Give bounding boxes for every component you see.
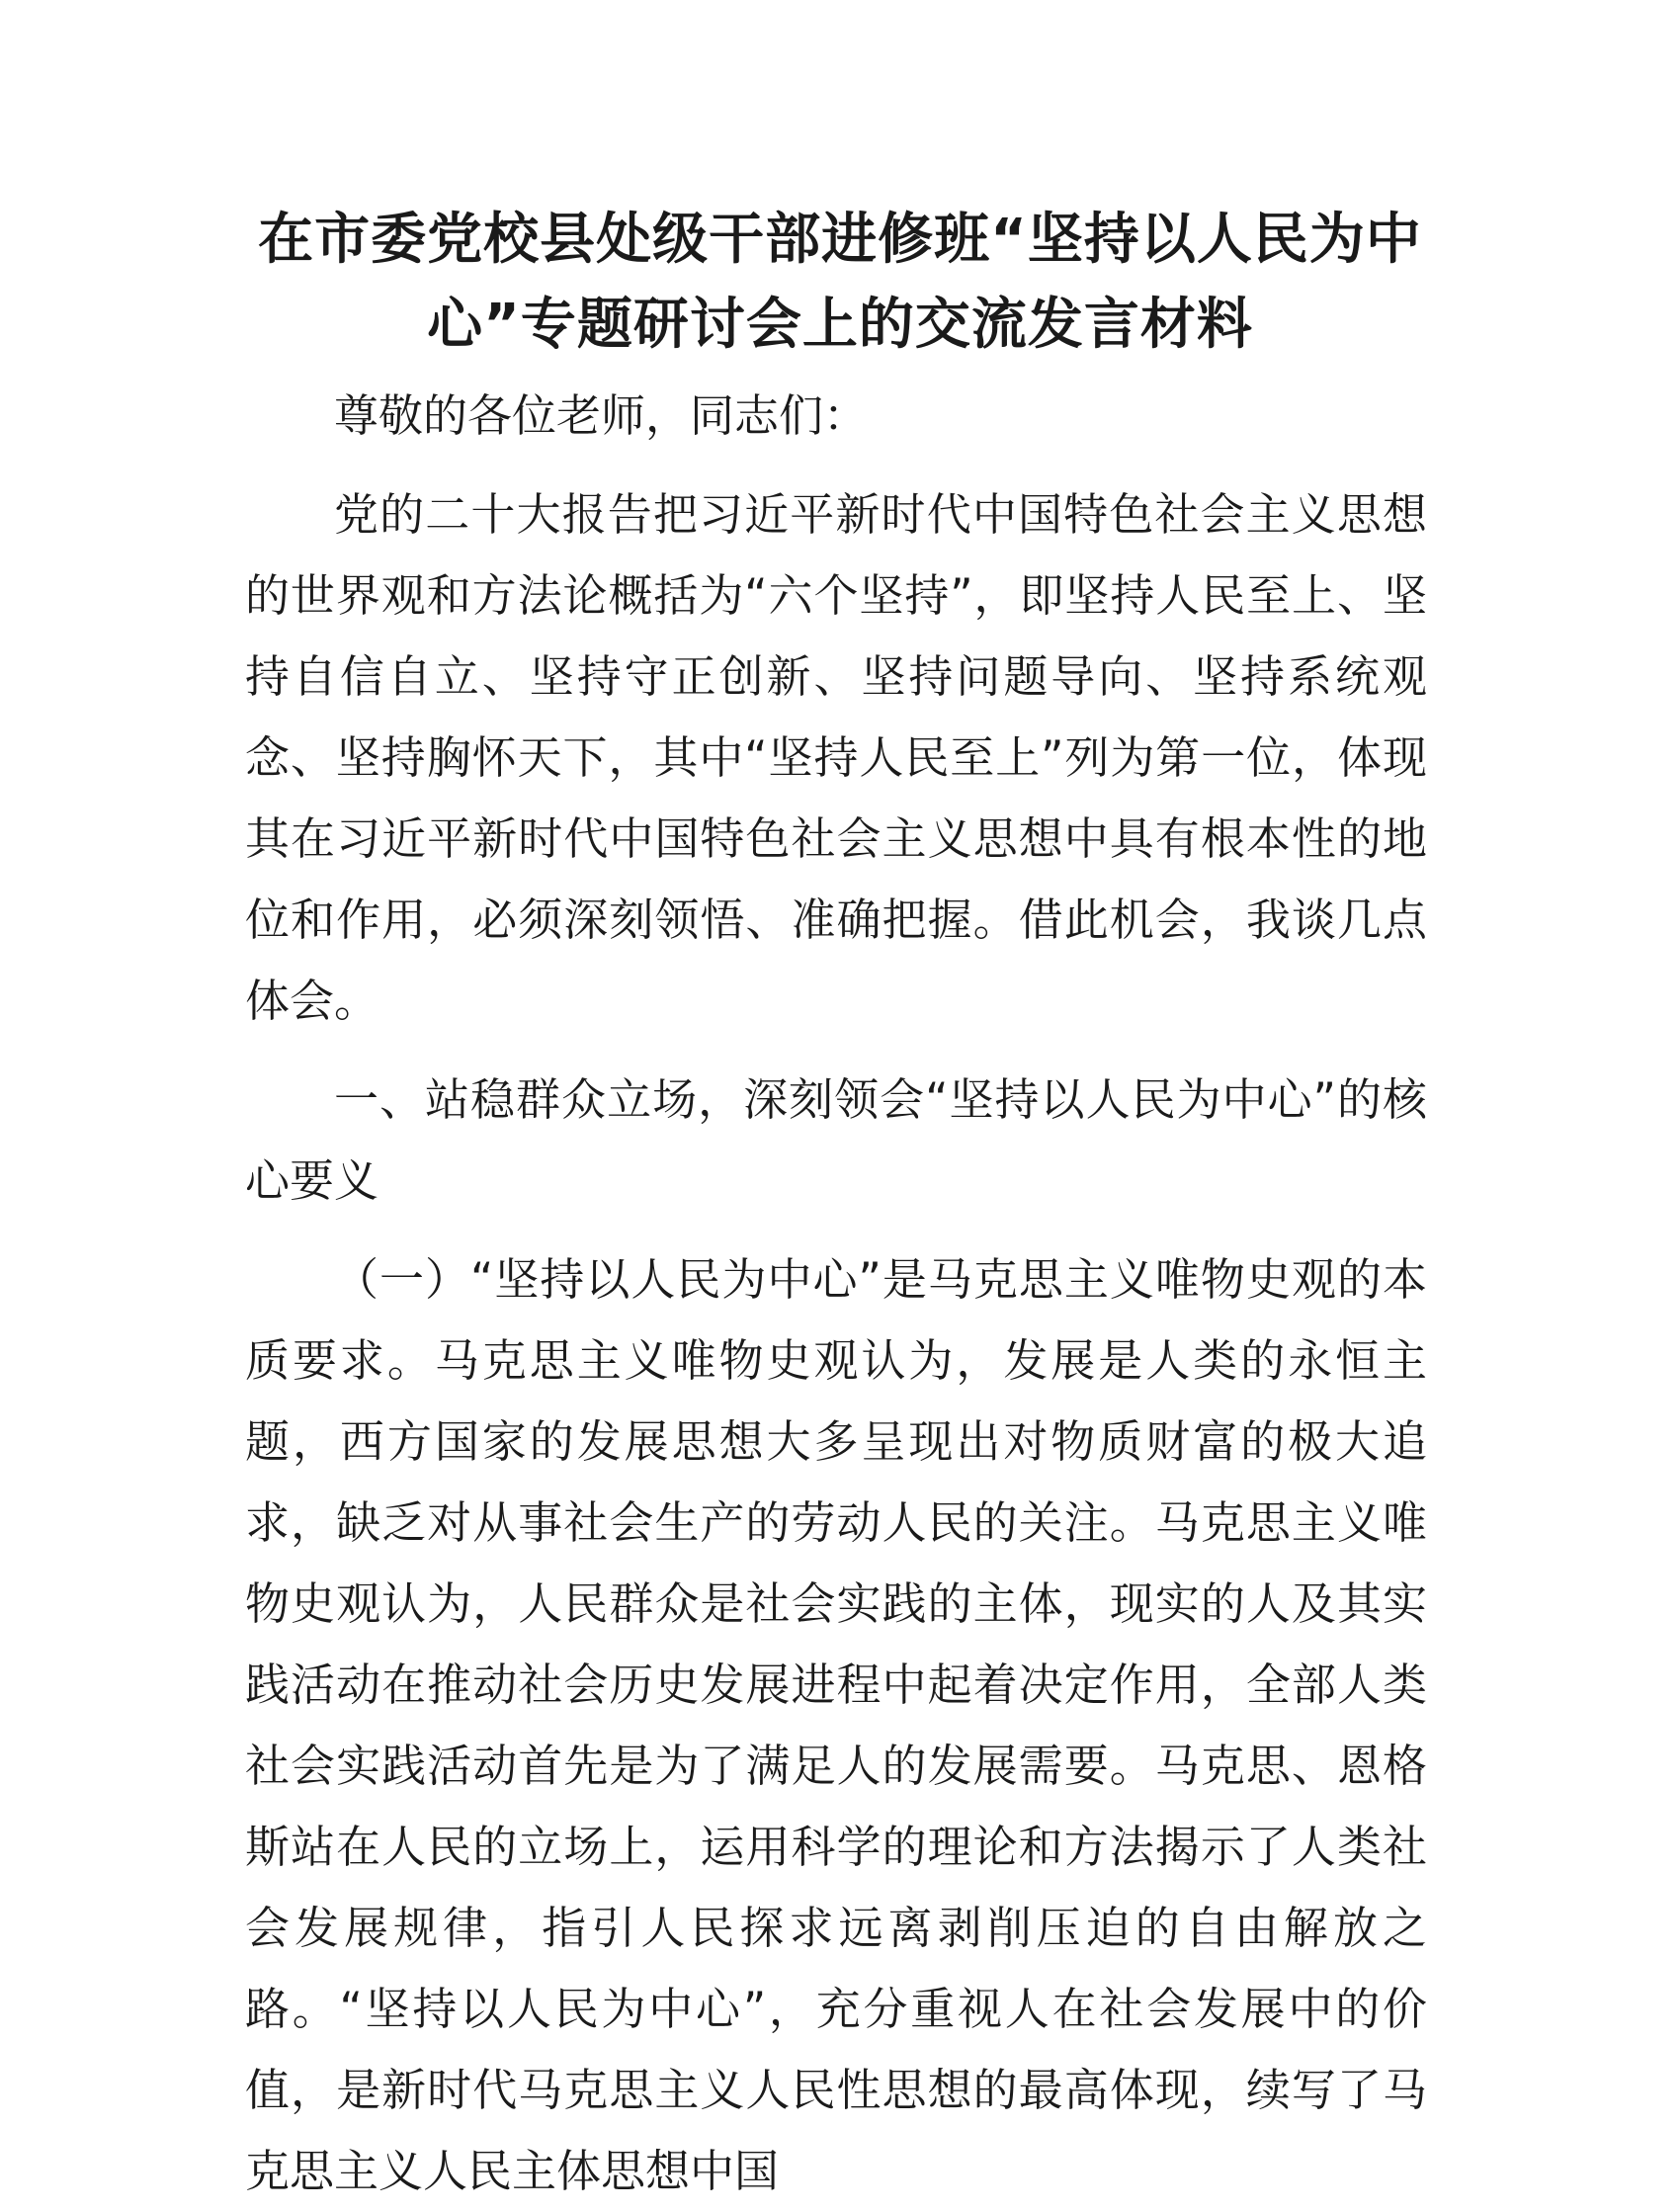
section-heading-1: 一、站稳群众立场，深刻领会“坚持以人民为中心”的核心要义 xyxy=(245,1073,1427,1207)
paragraph-intro: 党的二十大报告把习近平新时代中国特色社会主义思想的世界观和方法论概括为“六个坚持”，即坚持人民至上、坚持自信自立、坚持守正创新、坚持问题导向、坚持系统观念、坚持胸怀天下，其中“坚持人民至上”列为第一位，体现其在习近平新时代中国特色社会主义思想中具有根本性的地位和作用，必须深刻领悟、准确把握。借此机会，我谈几点体会。 xyxy=(245,488,1427,1027)
document-body xyxy=(245,376,1427,2212)
paragraph-section-1-1: （一）“坚持以人民为中心”是马克思主义唯物史观的本质要求。马克思主义唯物史观认为，发展是人类的永恒主题，西方国家的发展思想大多呈现出对物质财富的极大追求，缺乏对从事社会生产的劳动人民的关注。马克思主义唯物史观认为，人民群众是社会实践的主体，现实的人及其实践活动在推动社会历史发展进程中起着决定作用，全部人类社会实践活动首先是为了满足人的发展需要。马克思、恩格斯站在人民的立场上，运用科学的理论和方法揭示了人类社会发展规律，指引人民探求远离剥削压迫的自由解放之路。“坚持以人民为中心”，充分重视人在社会发展中的价值，是新时代马克思主义人民性思想的最高体现，续写了马克思主义人民主体思想中国 xyxy=(245,1253,1427,2197)
document-title: 在市委党校县处级干部进修班“坚持以人民为中心”专题研讨会上的交流发言材料 xyxy=(258,208,1422,357)
salutation: 尊敬的各位老师，同志们： xyxy=(334,389,869,442)
